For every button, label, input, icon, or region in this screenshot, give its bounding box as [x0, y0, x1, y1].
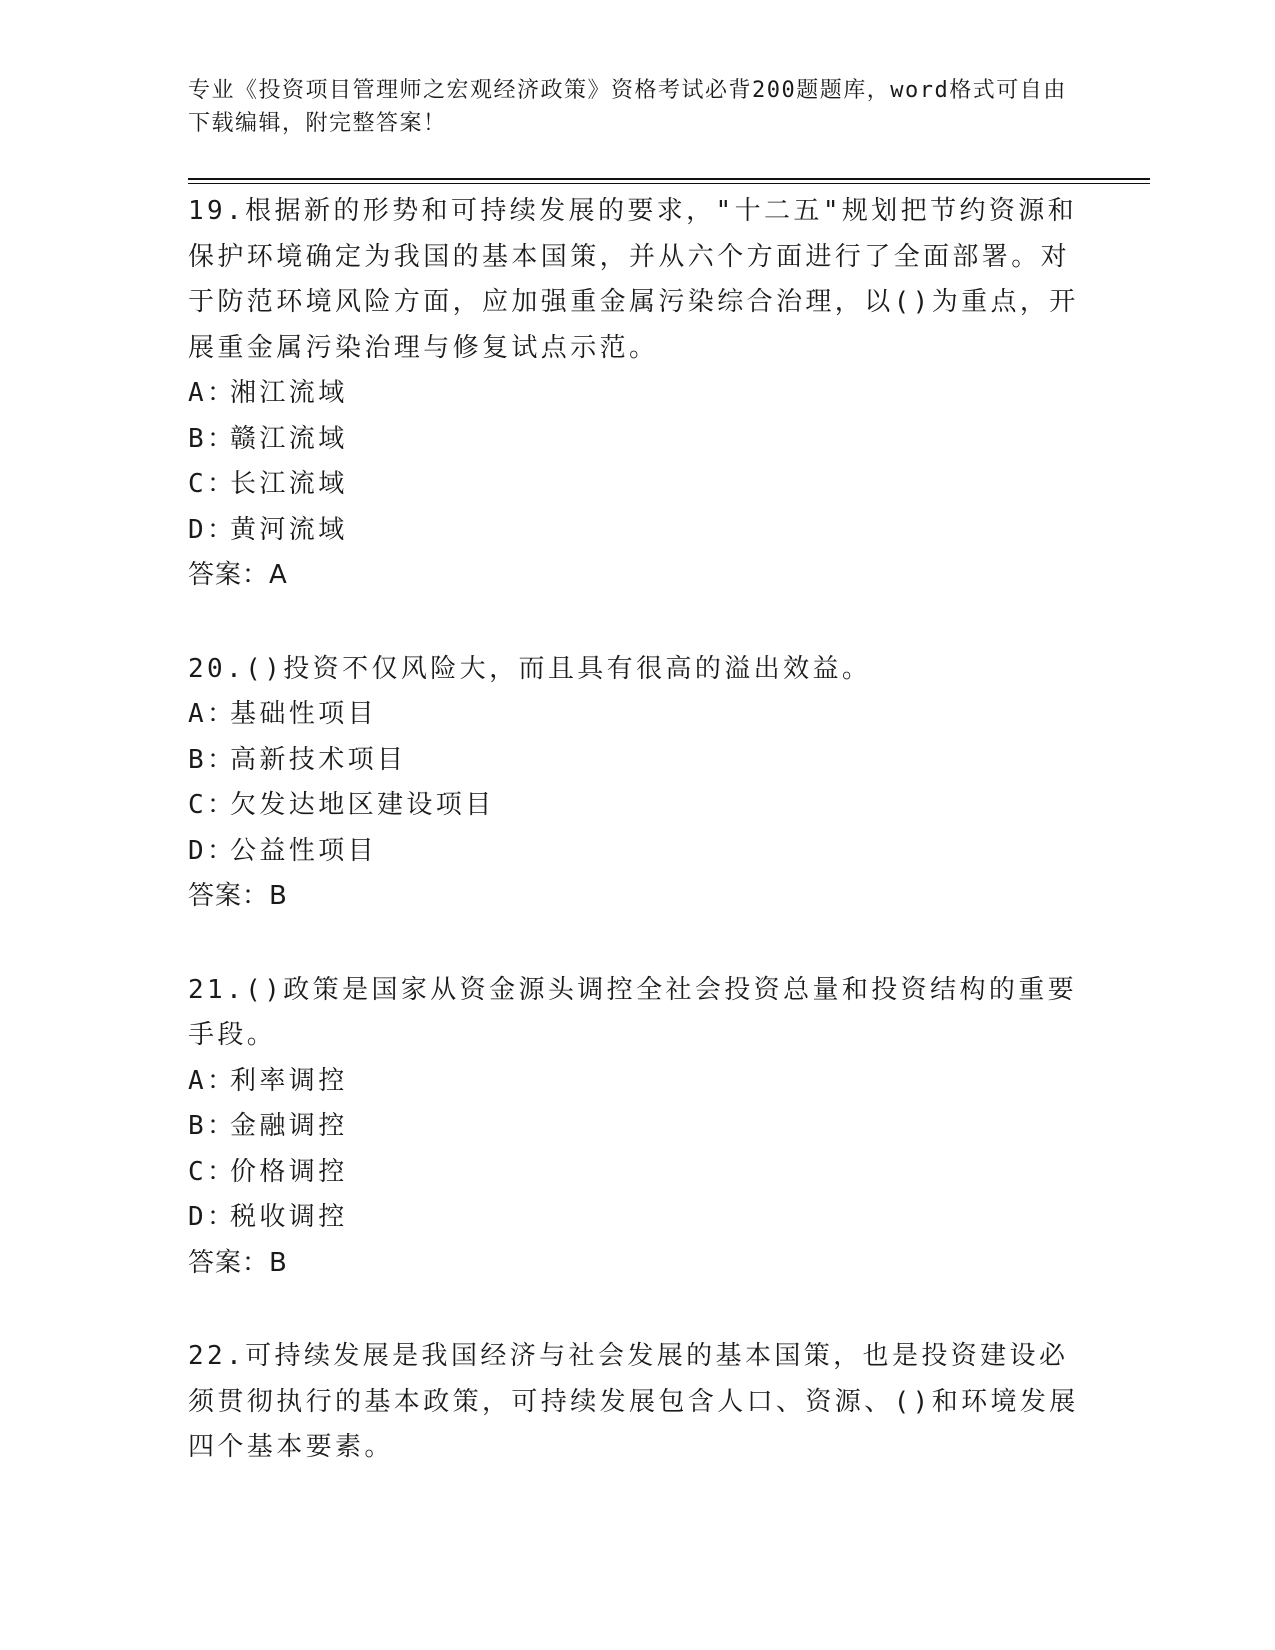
- question-option: [188, 829, 1088, 875]
- question-stem: 20.()投资不仅风险大，而且具有很高的溢出效益。: [188, 653, 872, 684]
- option-key: D：: [188, 514, 237, 545]
- question-option: [188, 783, 1088, 829]
- question-option: [188, 1059, 1088, 1105]
- option-key: A：: [188, 1065, 237, 1096]
- option-text: 黄河流域: [230, 514, 348, 545]
- option-text: 基础性项目: [230, 699, 378, 729]
- question-option: [188, 1195, 1088, 1241]
- option-text: 公益性项目: [230, 835, 378, 866]
- answer-label: 答案：: [188, 1247, 270, 1278]
- header-rule-thick: [188, 178, 1150, 180]
- option-key: C：: [188, 469, 237, 499]
- option-text: 赣江流域: [230, 423, 348, 454]
- document-header: 专业《投资项目管理师之宏观经济政策》资格考试必背200题题库，word格式可自由下载编辑，附完整答案！: [188, 78, 1067, 136]
- question-stem: 19.根据新的形势和可持续发展的要求，"十二五"规划把节约资源和保护环境确定为我国的基本国策，并从六个方面进行了全面部署。对于防范环境风险方面，应加强重金属污染综合治理，以()为重点，开展重金属污染治理与修复试点示范。: [188, 196, 1079, 363]
- option-text: 长江流域: [230, 469, 348, 499]
- question-answer: [188, 874, 1088, 920]
- question-block: [188, 968, 1088, 1287]
- question-option: [188, 1104, 1088, 1150]
- answer-value: A: [269, 560, 288, 590]
- question-block: [188, 1334, 1088, 1471]
- option-text: 高新技术项目: [230, 744, 407, 775]
- answer-label: 答案：: [188, 881, 270, 911]
- answer-label: 答案：: [188, 560, 270, 590]
- question-option: [188, 462, 1088, 508]
- question-option: [188, 738, 1088, 784]
- question-option: [188, 417, 1088, 463]
- option-key: B：: [188, 423, 237, 454]
- question-stem: 22.可持续发展是我国经济与社会发展的基本国策，也是投资建设必须贯彻执行的基本政策，可持续发展包含人口、资源、()和环境发展四个基本要素。: [188, 1341, 1079, 1462]
- answer-value: B: [269, 1247, 288, 1278]
- question-option: [188, 371, 1088, 417]
- header-rule-thin: [188, 183, 1150, 184]
- question-block: [188, 189, 1088, 599]
- option-text: 湘江流域: [230, 378, 348, 408]
- option-key: D：: [188, 835, 237, 866]
- question-list: [188, 189, 1088, 1519]
- question-stem: 21.()政策是国家从资金源头调控全社会投资总量和投资结构的重要手段。: [188, 974, 1078, 1050]
- question-answer: [188, 553, 1088, 599]
- question-block: [188, 647, 1088, 920]
- option-key: A：: [188, 699, 237, 729]
- option-key: C：: [188, 790, 237, 820]
- option-key: A：: [188, 378, 237, 408]
- option-text: 税收调控: [230, 1202, 348, 1232]
- option-text: 金融调控: [230, 1111, 348, 1141]
- option-key: D：: [188, 1202, 237, 1232]
- question-answer: [188, 1241, 1088, 1287]
- option-text: 利率调控: [230, 1065, 348, 1096]
- option-text: 欠发达地区建设项目: [230, 790, 495, 820]
- question-option: [188, 692, 1088, 738]
- option-text: 价格调控: [230, 1156, 348, 1187]
- question-option: [188, 508, 1088, 554]
- option-key: B：: [188, 1111, 237, 1141]
- answer-value: B: [269, 881, 288, 911]
- option-key: B：: [188, 744, 237, 775]
- option-key: C：: [188, 1156, 237, 1187]
- question-option: [188, 1150, 1088, 1196]
